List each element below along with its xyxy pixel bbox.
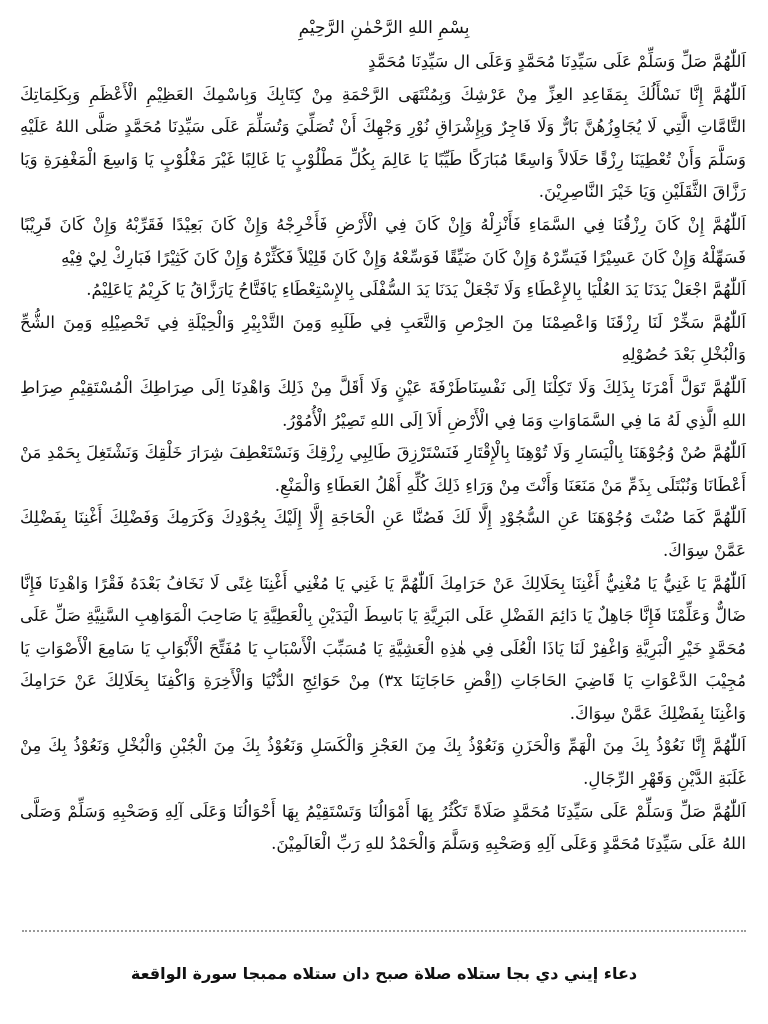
prayer-text xyxy=(20,46,746,861)
dotted-divider xyxy=(22,930,746,932)
prayer-paragraph-2: اَللّٰهُمَّ إِنَّا نَسْأَلُكَ بِمَقَاعِدِ العِزِّ مِنْ عَرْشِكَ وَبِمُنْتَهَى الرَّحْمَةِ مِنْ كِتَابِكَ وَبِاسْمِكَ العَظِيْمِ الْأَعْظَمِ وَبِكَلِمَاتِكَ التَّامَّاتِ الَّتِي لَا يُجَاوِزُهُنَّ بَارٌّ وَلَا فَاجِرٌ وَبِإِشْرَاقِ نُوْرِ وَجْهِكَ أَنْ تُصَلِّيَ وَتُسَلِّمَ عَلَى سَيِّدِنَا مُحَمَّدٍ صَلَّى اللهُ عَلَيْهِ وَسَلَّمَ وَأَنْ تُعْطِيَنَا رِزْقًا حَلَالاً وَاسِعًا مُبَارَكًا طَيِّبًا يَا عَالِمَ بِكُلِّ مَطْلُوْبٍ يَا غَالِبًا غَيْرَ مَغْلُوْبٍ يَا وَاسِعَ الْمَغْفِرَةِ وَيَا رَزَّاقَ الثَّقَلَيْنِ وَيَا خَيْرَ النَّاصِرِيْنَ. xyxy=(20,84,746,202)
prayer-paragraph-4: اَللّٰهُمَّ اجْعَلْ يَدَنَا يَدَ العُلْيَا بِالإِعْطَاءِ وَلَا تَجْعَلْ يَدَنَا يَدَ السُّفْلَى بِالإِسْتِعْطَاءِ يَافَتَّاحُ يَارَزَّاقُ يَا كَرِيْمُ يَاعَلِيْمُ. xyxy=(86,280,746,300)
prayer-paragraph-1: اَللّٰهُمَّ صَلِّ وَسَلِّمْ عَلَى سَيِّدِنَا مُحَمَّدٍ وَعَلَى ال سَيِّدِنَا مُحَمَّدٍ xyxy=(368,52,746,71)
prayer-paragraph-9: اَللّٰهُمَّ يَا غَنِيُّ يَا مُغْنِيُّ أَغْنِنَا بِحَلَالِكَ عَنْ حَرَامِكَ اَللّٰهُمَّ يَا غَنِي يَا مُغْنِي أَغْنِنَا غِنًى لَا نَخَافُ بَعْدَهُ فَقْرًا وَاهْدِنَا فَإِنَّا ضَالٌّ وَعَلِّمْنَا فَإِنَّا جَاهِلٌ يَا دَائِمَ الفَضْلِ عَلَى البَرِيَّةِ يَا بَاسِطَ الْيَدَيْنِ بِالْعَطِيَّةِ يَا صَاحِبَ الْمَوَاهِبِ السَّنِيَّةِ صَلِّ عَلَى مُحَمَّدٍ خَيْرِ الْبَرِيَّةِ وَاغْفِرْ لَنَا يَاذَا الْعُلَى فِي هٰذِهِ الْعَشِيَّةِ يَا مُسَبِّبَ الْأَسْبَابِ يَا مُفَتِّحَ الْأَبْوَابِ يَا سَامِعَ الْأَصْوَاتِ يَا مُجِيْبَ الدَّعْوَاتِ يَا قَاضِيَ الحَاجَاتِ (اِقْضِ حَاجَاتِنَا ٣x) مِنْ حَوَائِجِ الدُّنْيَا وَالْأَخِرَةِ وَاكْفِنَا بِحَلَالِكَ عَنْ حَرَامِكَ وَاغْنِنَا بِفَضْلِكَ عَمَّنْ سِوَاكَ. xyxy=(20,573,746,723)
prayer-paragraph-11: اَللّٰهُمَّ صَلِّ وَسَلِّمْ عَلَى سَيِّدِنَا مُحَمَّدٍ صَلَاةً تَكْثُرُ بِهَا أَمْوَالُنَا وَتَسْتَقِيْمُ بِهَا أَحْوَالُنَا وَعَلَى آلِهِ وَصَحْبِهِ وَسَلِّمْ وَصَلَّى اللهُ عَلَى سَيِّدِنَا مُحَمَّدٍ وَعَلَى آلِهِ وَصَحْبِهِ وَسَلَّمَ وَالْحَمْدُ للهِ رَبِّ الْعَالَمِيْنَ. xyxy=(20,801,746,854)
prayer-paragraph-7: اَللّٰهُمَّ صُنْ وُجُوْهَنَا بِالْيَسَارِ وَلَا تُوْهِنَا بِالْإِقْتَارِ فَنَسْتَرْزِقَ طَالِبِي رِزْقِكَ وَنَسْتَعْطِفَ شِرَارَ خَلْقِكَ وَنَشْتَغِلَ بِحَمْدِ مَنْ أَعْطَانَا وَنُبْتَلَى بِذَمِّ مَنْ مَنَعَنَا وَأَنْتَ مِنْ وَرَاءِ ذَلِكَ كُلِّهِ أَهْلُ العَطَاءِ وَالْمَنْعِ. xyxy=(20,443,746,495)
prayer-paragraph-6: اَللّٰهُمَّ تَوَلَّ أَمْرَنَا بِذَلِكَ وَلَا تَكِلْنَا اِلَى نَفْسِنَاطَرْفَةَ عَيْنٍ وَلَا أَقَلَّ مِنْ ذَلِكَ وَاهْدِنَا اِلَى صِرَاطِكَ الْمُسْتَقِيْمِ صِرَاطِ اللهِ الَّذِي لَهُ مَا فِي السَّمَاوَاتِ وَمَا فِي الْأَرْضِ أَلاَ اِلَى اللهِ تَصِيْرُ الْأُمُوْرُ. xyxy=(20,377,746,430)
footer-caption: دعاء إيني دي بجا ستلاه صلاة صبح دان ستلاه ممبجا سورة الواقعة xyxy=(130,964,638,983)
prayer-paragraph-10: اَللّٰهُمَّ إِنَّا نَعُوْذُ بِكَ مِنَ الْهَمِّ وَالْحَزَنِ وَنَعُوْذُ بِكَ مِنَ العَجْزِ وَالْكَسَلِ وَنَعُوْذُ بِكَ مِنَ الْجُبْنِ وَالْبُخْلِ وَنَعُوْذُ بِكَ مِنْ غَلَبَةِ الدَّيْنِ وَقَهْرِ الرِّجَالِ. xyxy=(20,736,746,789)
prayer-paragraph-3: اَللّٰهُمَّ إِنْ كَانَ رِزْقُنَا فِي السَّمَاءِ فَأَنْزِلْهُ وَإِنْ كَانَ فِي الْأَرْضِ فَأَخْرِجْهُ وَإِنْ كَانَ بَعِيْدًا فَقَرِّبْهُ وَإِنْ كَانَ قَرِيْبًا فَسَهِّلْهُ وَإِنْ كَانَ عَسِيْرًا فَيَسِّرْهُ وَإِنْ كَانَ ضَيِّقًا فَوَسِّعْهُ وَإِنْ كَانَ قَلِيْلاً فَكَثِّرْهُ وَإِنْ كَانَ كَثِيْرًا فَبَارِكْ لِيْ فِيْهِ xyxy=(20,214,746,267)
prayer-paragraph-8: اَللّٰهُمَّ كَمَا صُنْتَ وُجُوْهَنَا عَنِ السُّجُوْدِ إِلَّا لَكَ فَصُنَّا عَنِ الْحَاجَةِ إِلَّا إِلَيْكَ بِجُوْدِكَ وَكَرَمِكَ وَفَضْلِكَ أَغْنِنَا بِفَضْلِكَ عَمَّنْ سِوَاكَ. xyxy=(20,508,746,560)
basmala-heading: بِسْمِ اللهِ الرَّحْمٰنِ الرَّحِيْمِ xyxy=(298,18,470,38)
prayer-paragraph-5: اَللّٰهُمَّ سَخِّرْ لَنَا رِزْقَنَا وَاعْصِمْنَا مِنَ الحِرْصِ وَالتَّعَبِ فِي طَلَبِهِ وَمِنَ التَّدْبِيْرِ وَالْحِيْلَةِ فِي تَحْصِيْلِهِ وَمِنَ الشُّحِّ وَالْبُخْلِ بَعْدَ حُصُوْلِهِ xyxy=(20,312,746,365)
